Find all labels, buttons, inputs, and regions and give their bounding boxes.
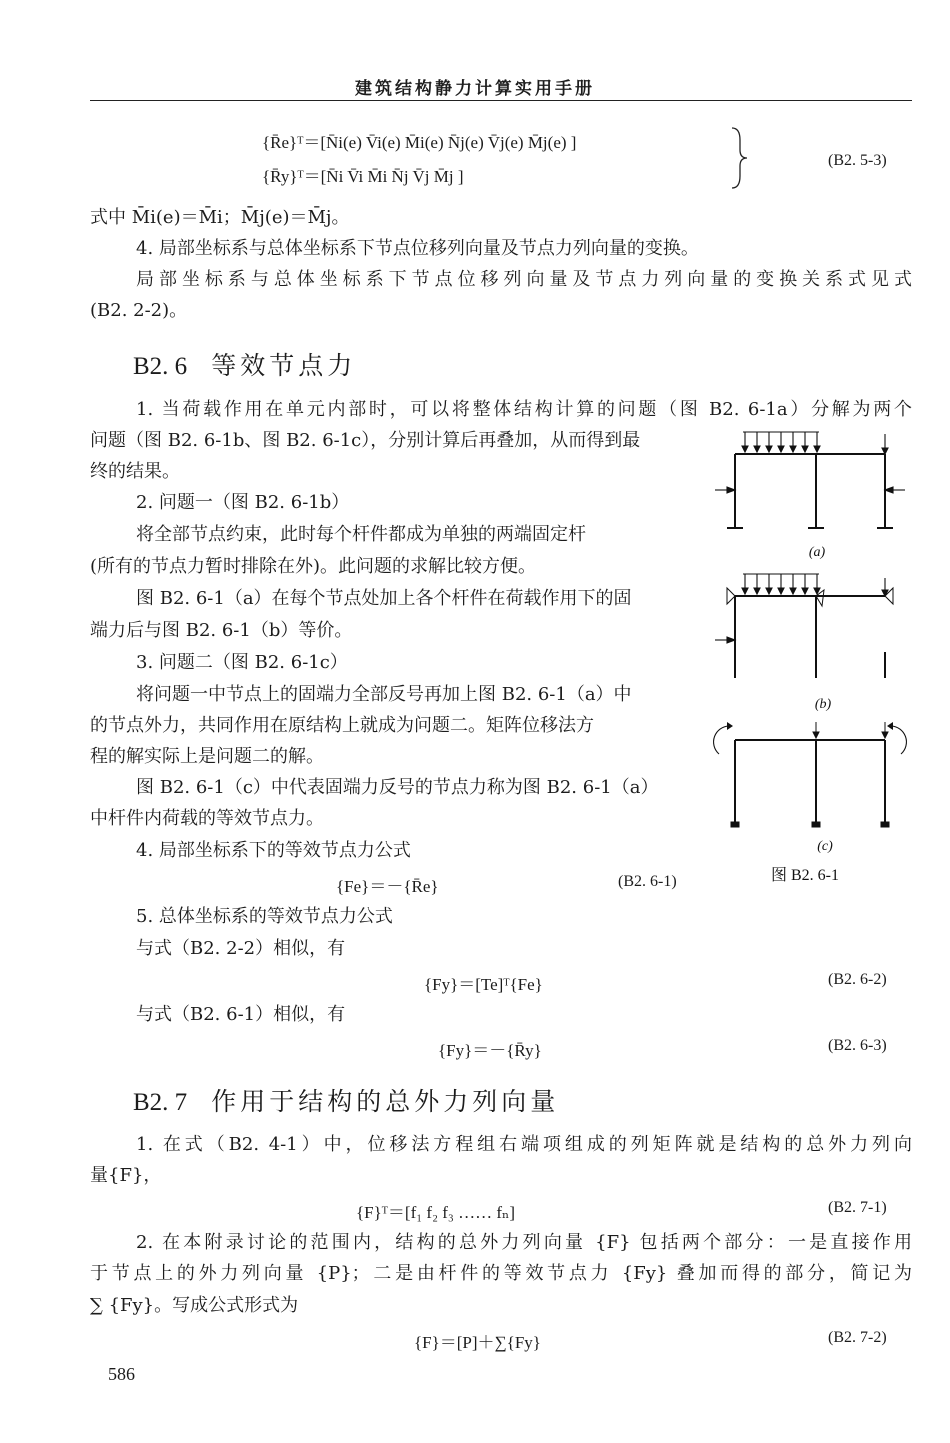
item4-title: 4. 局部坐标系与总体坐标系下节点位移列向量及节点力列向量的变换。 [136, 238, 699, 259]
page-number: 586 [108, 1364, 135, 1384]
paragraph: 1. 当荷载作用在单元内部时，可以将整体结构计算的问题（图 B2. 6-1a）分解为两个 [136, 399, 912, 420]
equation-number-b2-7-1: (B2. 7-1) [828, 1199, 887, 1216]
equation-number-b2-7-2: (B2. 7-2) [828, 1329, 887, 1346]
paragraph-line: 中杆件内荷载的等效节点力。 [90, 808, 324, 829]
section-heading-b2-7 [133, 1082, 559, 1118]
section-number: B2. 6 [133, 353, 188, 380]
equation-number-b2-6-3: (B2. 6-3) [828, 1037, 887, 1054]
paragraph: 2. 在本附录讨论的范围内，结构的总外力列向量 {F} 包括两个部分：一是直接作用 [136, 1232, 912, 1253]
running-header: 建筑结构静力计算实用手册 [355, 79, 595, 99]
equation-b2-6-2: {Fy}＝[Te]ᵀ{Fe} [424, 975, 543, 994]
equation-b2-5-3-line2: {R̄y}ᵀ＝[N̄i V̄i M̄i N̄j V̄j M̄j ] [262, 167, 464, 186]
paragraph-line: 与式（B2. 6-1）相似，有 [136, 1004, 346, 1025]
caption-a: (a) [808, 545, 826, 560]
paragraph-line: 将问题一中节点上的固端力全部反号再加上图 B2. 6-1（a）中 [136, 684, 632, 705]
section-heading-b2-6 [133, 346, 356, 382]
paragraph-line: 端力后与图 B2. 6-1（b）等价。 [90, 620, 353, 641]
item-heading: 4. 局部坐标系下的等效节点力公式 [136, 840, 411, 861]
problem-two-heading: 3. 问题二（图 B2. 6-1c） [136, 652, 348, 673]
paragraph-line: 程的解实际上是问题二的解。 [90, 746, 324, 767]
paragraph-line: 终的结果。 [90, 461, 180, 482]
equation-number-b2-6-1: (B2. 6-1) [618, 873, 677, 890]
equation-b2-7-1: {F}ᵀ＝[f₁ f₂ f₃ …… fₙ] [356, 1203, 516, 1222]
paragraph-line: ∑ {Fy}。写成公式形式为 [90, 1295, 299, 1316]
figure-title: 图 B2. 6-1 [770, 867, 840, 884]
figure-b2-6-1 [705, 420, 915, 890]
problem-one-heading: 2. 问题一（图 B2. 6-1b） [136, 492, 350, 513]
paragraph-line: 与式（B2. 2-2）相似，有 [136, 938, 346, 959]
equation-b2-7-2: {F}＝[P]＋∑{Fy} [414, 1333, 541, 1352]
equation-brace [728, 126, 750, 190]
paragraph-line: 图 B2. 6-1（a）在每个节点处加上各个杆件在荷载作用下的固 [136, 588, 632, 609]
section-title: 作用于结构的总外力列向量 [211, 1087, 560, 1116]
caption-c: (c) [817, 839, 833, 854]
paragraph-line: 图 B2. 6-1（c）中代表固端力反号的节点力称为图 B2. 6-1（a） [136, 777, 659, 798]
section-title: 等效节点力 [211, 351, 357, 380]
section-number: B2. 7 [133, 1089, 188, 1116]
where-clause: 式中 M̄i(e)＝M̄i；M̄j(e)＝M̄j。 [90, 207, 350, 228]
paragraph-line: 量{F}， [90, 1165, 162, 1186]
item-heading: 5. 总体坐标系的等效节点力公式 [136, 906, 393, 927]
paragraph-line: (所有的节点力暂时排除在外)。此问题的求解比较方便。 [90, 556, 537, 577]
equation-b2-6-1: {Fe}＝－{R̄e} [336, 877, 439, 896]
header-rule [90, 100, 912, 101]
caption-b: (b) [814, 697, 832, 712]
equation-number-b2-6-2: (B2. 6-2) [828, 971, 887, 988]
paragraph-line: 于节点上的外力列向量 {P}；二是由杆件的等效节点力 {Fy} 叠加而得的部分，简记为 [90, 1263, 912, 1284]
paragraph-line: 的节点外力，共同作用在原结构上就成为问题二。矩阵位移法方 [90, 715, 594, 736]
paragraph: 1. 在式（B2. 4-1）中，位移法方程组右端项组成的列矩阵就是结构的总外力列向 [136, 1134, 912, 1155]
paragraph-line: 问题（图 B2. 6-1b、图 B2. 6-1c），分别计算后再叠加，从而得到最 [90, 430, 641, 451]
item4-body: 局部坐标系与总体坐标系下节点位移列向量及节点力列向量的变换关系式见式 [136, 269, 912, 290]
equation-b2-6-3: {Fy}＝－{R̄y} [438, 1041, 542, 1060]
equation-number-b2-5-3: (B2. 5-3) [828, 152, 887, 169]
equation-b2-5-3-line1: {R̄e}ᵀ＝[N̄i(e) V̄i(e) M̄i(e) N̄j(e) V̄j(e) M̄j(e) ] [262, 133, 577, 152]
paragraph-line: 将全部节点约束，此时每个杆件都成为单独的两端固定杆 [136, 524, 586, 545]
item4-body-cont: (B2. 2-2)。 [90, 300, 188, 321]
